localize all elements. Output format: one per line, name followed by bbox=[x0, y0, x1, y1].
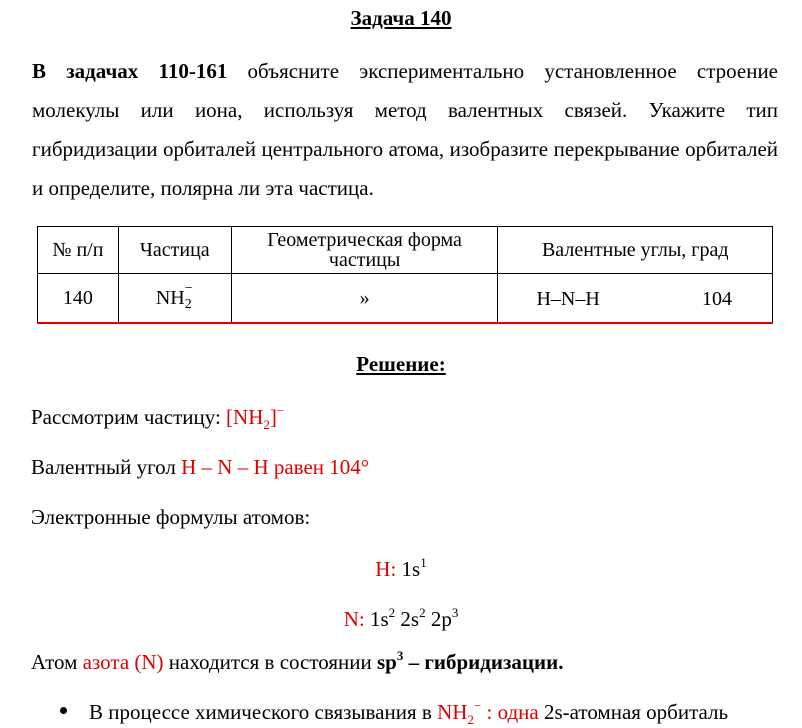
hydrogen-orbital: 1s bbox=[396, 557, 421, 581]
particle-subscript: 2 bbox=[184, 296, 192, 312]
nitrogen-1s: 1s bbox=[364, 607, 389, 631]
problem-statement bbox=[32, 52, 778, 208]
consider-formula bbox=[226, 403, 285, 432]
hydrogen-label: H: bbox=[375, 557, 397, 581]
table-row bbox=[38, 274, 773, 324]
hybridization-line bbox=[31, 648, 563, 675]
consider-formula-base: [NH bbox=[226, 405, 264, 429]
bullet-red-text: : одна bbox=[481, 700, 539, 724]
particle-base: NH bbox=[155, 286, 185, 309]
nitrogen-config bbox=[0, 605, 802, 632]
consider-line bbox=[31, 403, 284, 433]
bullet-rest: 2s-атомная орбиталь bbox=[538, 700, 729, 724]
table-header-row bbox=[38, 227, 773, 274]
hydrogen-config bbox=[0, 555, 802, 582]
header-number: № п/п bbox=[38, 227, 119, 274]
problem-title: Задача 140 bbox=[350, 6, 452, 30]
angle-line bbox=[31, 455, 369, 480]
nitrogen-2s-electrons: 2 bbox=[419, 605, 426, 620]
hybridization-type bbox=[377, 650, 563, 674]
angle-label: H–N–H bbox=[536, 288, 600, 310]
statement-bold-lead: В задачах 110-161 bbox=[32, 59, 228, 83]
electron-formulas-line: Электронные формулы атомов: bbox=[31, 505, 311, 529]
nitrogen-2s: 2s bbox=[395, 607, 420, 631]
consider-formula-close: ] bbox=[269, 405, 277, 429]
header-shape-text: Геометрическая форма частицы bbox=[267, 229, 462, 271]
cell-number: 140 bbox=[38, 274, 119, 324]
header-particle: Частица bbox=[118, 227, 231, 274]
angle-line-text: Валентный угол bbox=[31, 455, 182, 479]
angle-line-value: H – N – H равен 104° bbox=[181, 455, 370, 479]
angle-value: 104 bbox=[702, 288, 732, 310]
bullet-prefix: В процессе химического связывания в bbox=[89, 700, 438, 724]
cell-particle bbox=[118, 274, 231, 324]
nitrogen-1s-electrons: 2 bbox=[388, 605, 396, 620]
bullet-formula-base: NH bbox=[437, 700, 468, 724]
hybridization-suffix: – гибридизации. bbox=[403, 650, 564, 674]
cell-shape: » bbox=[231, 274, 498, 324]
bullet-icon bbox=[60, 707, 67, 714]
nitrogen-label: N: bbox=[343, 607, 365, 631]
hybridization-sp: sp bbox=[377, 650, 397, 674]
hydrogen-electrons: 1 bbox=[420, 555, 427, 570]
solution-title: Решение: bbox=[356, 352, 446, 376]
consider-formula-sub: 2 bbox=[263, 417, 270, 432]
cell-angles bbox=[498, 274, 773, 324]
bullet-formula bbox=[437, 698, 539, 727]
bullet-line bbox=[89, 698, 728, 728]
hybridization-sup: 3 bbox=[396, 648, 404, 663]
header-shape bbox=[231, 227, 498, 274]
bullet-formula-sub: 2 bbox=[467, 712, 474, 727]
hybridization-prefix: Атом bbox=[31, 650, 83, 674]
header-angles: Валентные углы, град bbox=[498, 227, 773, 274]
consider-text: Рассмотрим частицу: bbox=[31, 405, 227, 429]
bullet-formula-charge: − bbox=[473, 698, 482, 713]
nitrogen-2p: 2p bbox=[425, 607, 452, 631]
atom-name: азота (N) bbox=[82, 650, 164, 674]
hybridization-middle: находится в состоянии bbox=[163, 650, 377, 674]
problem-table bbox=[37, 226, 773, 324]
nitrogen-2p-electrons: 3 bbox=[451, 605, 459, 620]
particle-charge: − bbox=[184, 280, 193, 296]
statement-text: объясните экспериментально установленное строение молекулы или иона, используя метод валентных связей. Укажите тип гибридизации орбиталей центрального атома, изобразите перекрывание орбиталей и определите, полярна ли эта частица. bbox=[32, 59, 779, 200]
consider-formula-charge: − bbox=[276, 403, 285, 418]
